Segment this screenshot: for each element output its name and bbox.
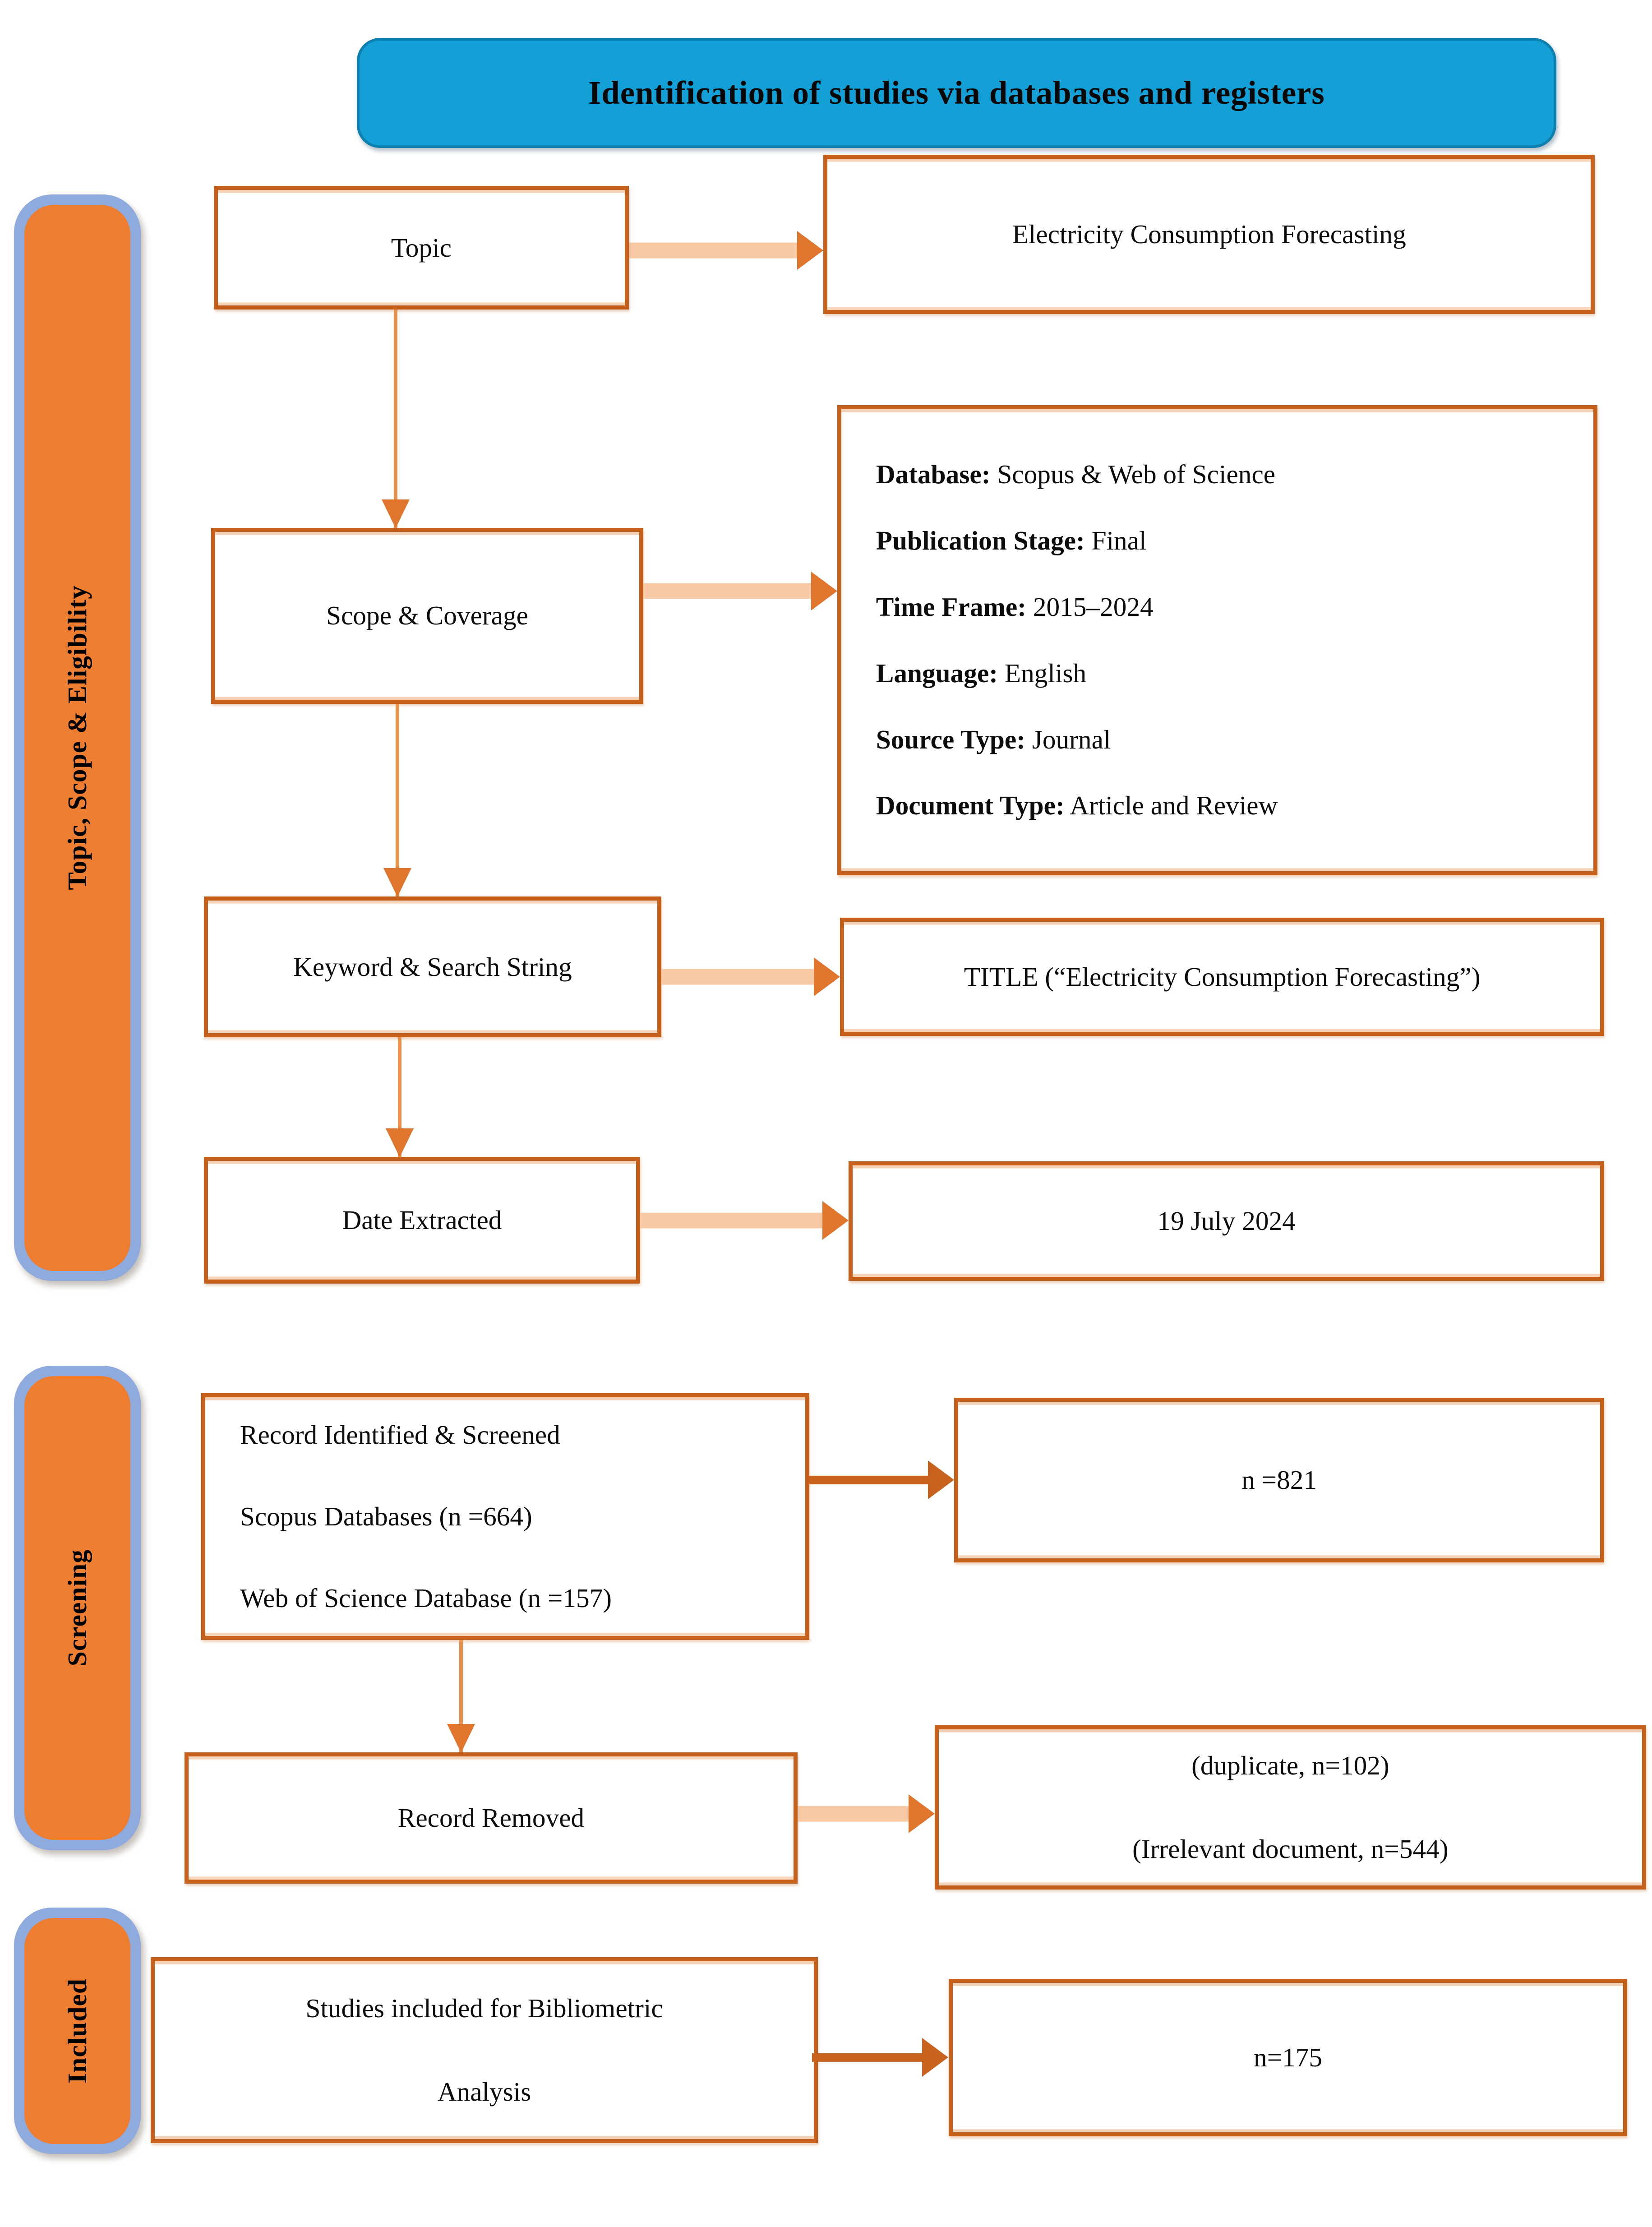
scope-details-box xyxy=(837,405,1597,875)
down-arrowhead-icon xyxy=(382,499,410,528)
studies-included-box xyxy=(151,1957,818,2143)
arrow-shaft xyxy=(643,583,815,599)
sidebar-pill-fill xyxy=(24,205,130,1271)
down-arrowhead-icon xyxy=(447,1724,475,1753)
down-arrowhead-icon xyxy=(383,868,411,897)
arrow-identified-to-total xyxy=(809,1460,954,1500)
right-arrowhead-icon xyxy=(909,1794,935,1833)
right-arrowhead-icon xyxy=(922,2038,948,2077)
sidebar-section-topic-scope-eligibility xyxy=(14,194,141,1281)
included-total: n=175 xyxy=(1254,2042,1323,2073)
date-extracted-box xyxy=(204,1157,640,1284)
right-arrowhead-icon xyxy=(811,572,837,610)
studies-included-line2: Analysis xyxy=(437,2076,531,2107)
keyword-search-label: Keyword & Search String xyxy=(293,952,572,982)
banner-title: Identification of studies via databases and registers xyxy=(588,74,1325,111)
duplicate-count-line: (duplicate, n=102) xyxy=(1191,1751,1389,1781)
scope-coverage-label: Scope & Coverage xyxy=(326,601,528,631)
date-extracted-label: Date Extracted xyxy=(342,1205,502,1235)
banner xyxy=(357,38,1556,148)
sidebar-section-included xyxy=(14,1908,141,2154)
arrow-shaft xyxy=(812,2053,926,2061)
wos-count-line: Web of Science Database (n =157) xyxy=(240,1583,612,1613)
sidebar-label: Screening xyxy=(62,1549,92,1667)
detail-document-type: Document Type: Article and Review xyxy=(876,790,1278,821)
arrow-shaft xyxy=(661,969,818,985)
sidebar-label: Topic, Scope & Eligibility xyxy=(62,585,92,890)
sidebar-section-screening xyxy=(14,1366,141,1850)
right-arrowhead-icon xyxy=(797,231,823,270)
detail-database: Database: Scopus & Web of Science xyxy=(876,459,1276,490)
identified-total-box xyxy=(954,1398,1604,1562)
removal-reasons-box xyxy=(935,1725,1646,1890)
included-total-box xyxy=(949,1979,1627,2136)
records-removed-label: Record Removed xyxy=(397,1803,585,1833)
arrow-shaft xyxy=(809,1476,932,1484)
arrow-shaft xyxy=(798,1806,913,1822)
extraction-date-box xyxy=(849,1161,1604,1281)
down-arrowhead-icon xyxy=(386,1128,414,1157)
sidebar-pill-fill xyxy=(24,1918,130,2144)
records-removed-box xyxy=(185,1752,798,1883)
detail-source-type: Source Type: Journal xyxy=(876,724,1111,754)
topic-result-box xyxy=(823,155,1595,314)
arrow-shaft xyxy=(640,1213,826,1229)
arrow-included-to-total xyxy=(812,2038,948,2077)
extraction-date: 19 July 2024 xyxy=(1157,1206,1296,1236)
keyword-search-box xyxy=(204,896,661,1037)
topic-box xyxy=(214,186,629,310)
right-arrowhead-icon xyxy=(814,957,840,996)
scope-coverage-box xyxy=(211,528,643,704)
sidebar-pill-fill xyxy=(24,1376,130,1840)
right-arrowhead-icon xyxy=(822,1201,849,1240)
arrow-shaft xyxy=(629,243,801,259)
topic-result: Electricity Consumption Forecasting xyxy=(1012,219,1406,249)
studies-included-line1: Studies included for Bibliometric xyxy=(305,1993,663,2023)
right-arrowhead-icon xyxy=(928,1460,954,1499)
detail-time-frame: Time Frame: 2015–2024 xyxy=(876,592,1154,622)
connector-topic-to-scope xyxy=(394,310,397,528)
irrelevant-count-line: (Irrelevant document, n=544) xyxy=(1132,1834,1449,1864)
arrow-keyword-to-string xyxy=(661,957,840,997)
arrow-removed-to-reasons xyxy=(798,1794,935,1834)
detail-language: Language: English xyxy=(876,658,1087,688)
scopus-count-line: Scopus Databases (n =664) xyxy=(240,1502,532,1532)
topic-label: Topic xyxy=(391,232,452,263)
arrow-date-to-result xyxy=(640,1201,849,1240)
sidebar-label: Included xyxy=(62,1978,92,2084)
arrow-scope-to-details xyxy=(643,571,837,611)
connector-scope-to-keyword xyxy=(396,704,399,896)
search-string-box xyxy=(840,918,1604,1036)
identified-total: n =821 xyxy=(1241,1465,1317,1495)
search-string-text: TITLE (“Electricity Consumption Forecasting”) xyxy=(964,961,1481,992)
records-identified-box xyxy=(201,1393,809,1640)
records-identified-line: Record Identified & Screened xyxy=(240,1419,560,1450)
arrow-topic-to-result xyxy=(629,231,823,270)
detail-publication-stage: Publication Stage: Final xyxy=(876,526,1147,556)
